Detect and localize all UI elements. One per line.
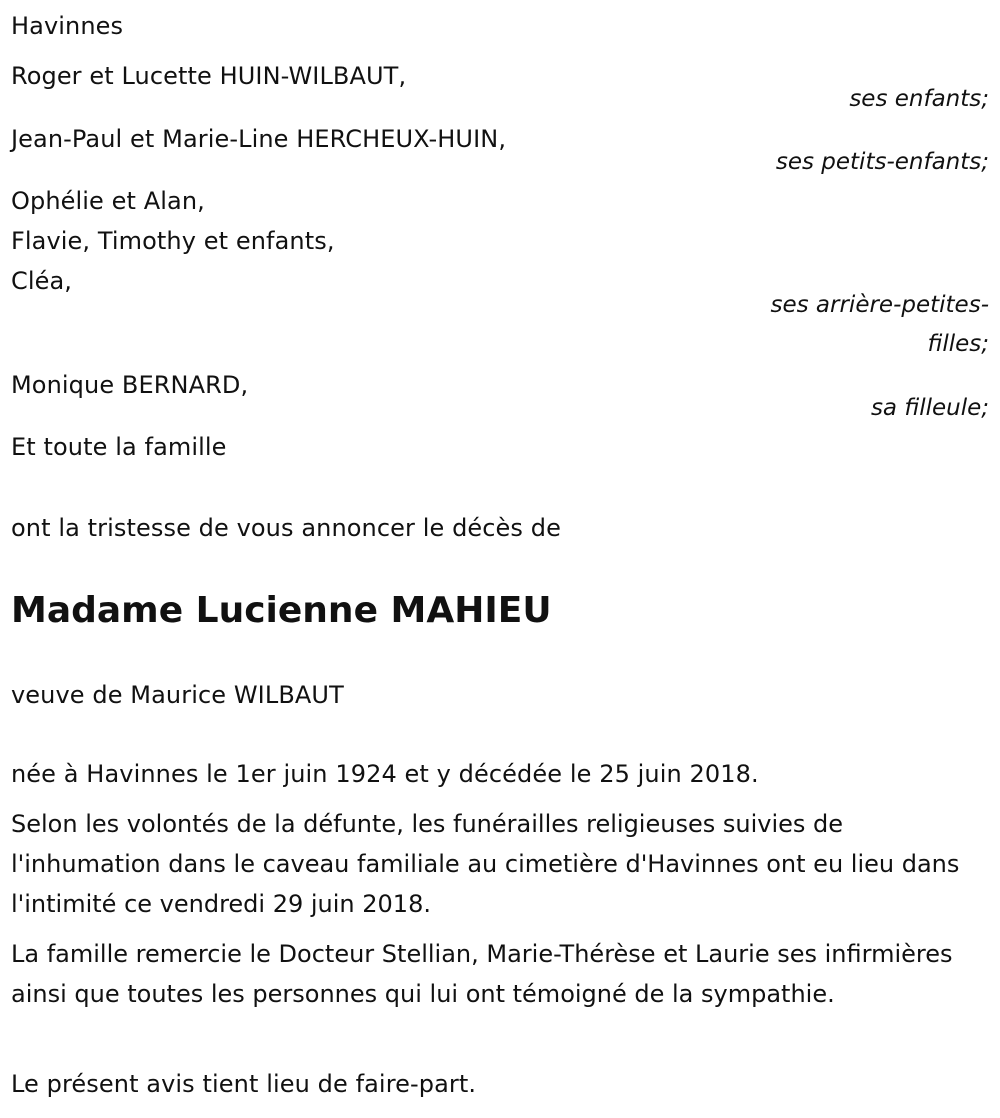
children-role: ses enfants; bbox=[849, 86, 989, 112]
deceased-name: Madame Lucienne MAHIEU bbox=[11, 590, 552, 631]
widow-of: veuve de Maurice WILBAUT bbox=[11, 681, 344, 709]
great-grandchildren-role-line2: filles; bbox=[927, 331, 989, 357]
great-grandchild-1: Ophélie et Alan, bbox=[11, 187, 205, 215]
locality: Havinnes bbox=[11, 12, 124, 40]
funeral-paragraph: Selon les volontés de la défunte, les funérailles religieuses suivies de l'inhumation dans le caveau familiale au cimetière d'Havinnes ont eu lieu dans l'intimité ce vendredi 29 juin 2018. bbox=[11, 810, 960, 918]
goddaughter-name: Monique BERNARD, bbox=[11, 371, 249, 399]
goddaughter-role: sa filleule; bbox=[870, 395, 989, 421]
children-names: Roger et Lucette HUIN-WILBAUT, bbox=[11, 62, 407, 90]
birth-death-dates: née à Havinnes le 1er juin 1924 et y décédée le 25 juin 2018. bbox=[11, 760, 759, 788]
rest-of-family: Et toute la famille bbox=[11, 433, 227, 461]
grandchildren-names: Jean-Paul et Marie-Line HERCHEUX-HUIN, bbox=[11, 125, 507, 153]
great-grandchild-3: Cléa, bbox=[11, 267, 73, 295]
announcement-text: ont la tristesse de vous annoncer le décès de bbox=[11, 514, 561, 542]
great-grandchild-2: Flavie, Timothy et enfants, bbox=[11, 227, 335, 255]
great-grandchildren-role-line1: ses arrière-petites- bbox=[770, 292, 989, 318]
thanks-paragraph: La famille remercie le Docteur Stellian, Marie-Thérèse et Laurie ses infirmières ainsi que toutes les personnes qui lui ont témoigné de la sympathie. bbox=[11, 940, 953, 1008]
closing-note: Le présent avis tient lieu de faire-part. bbox=[11, 1070, 477, 1098]
grandchildren-role: ses petits-enfants; bbox=[775, 149, 989, 175]
